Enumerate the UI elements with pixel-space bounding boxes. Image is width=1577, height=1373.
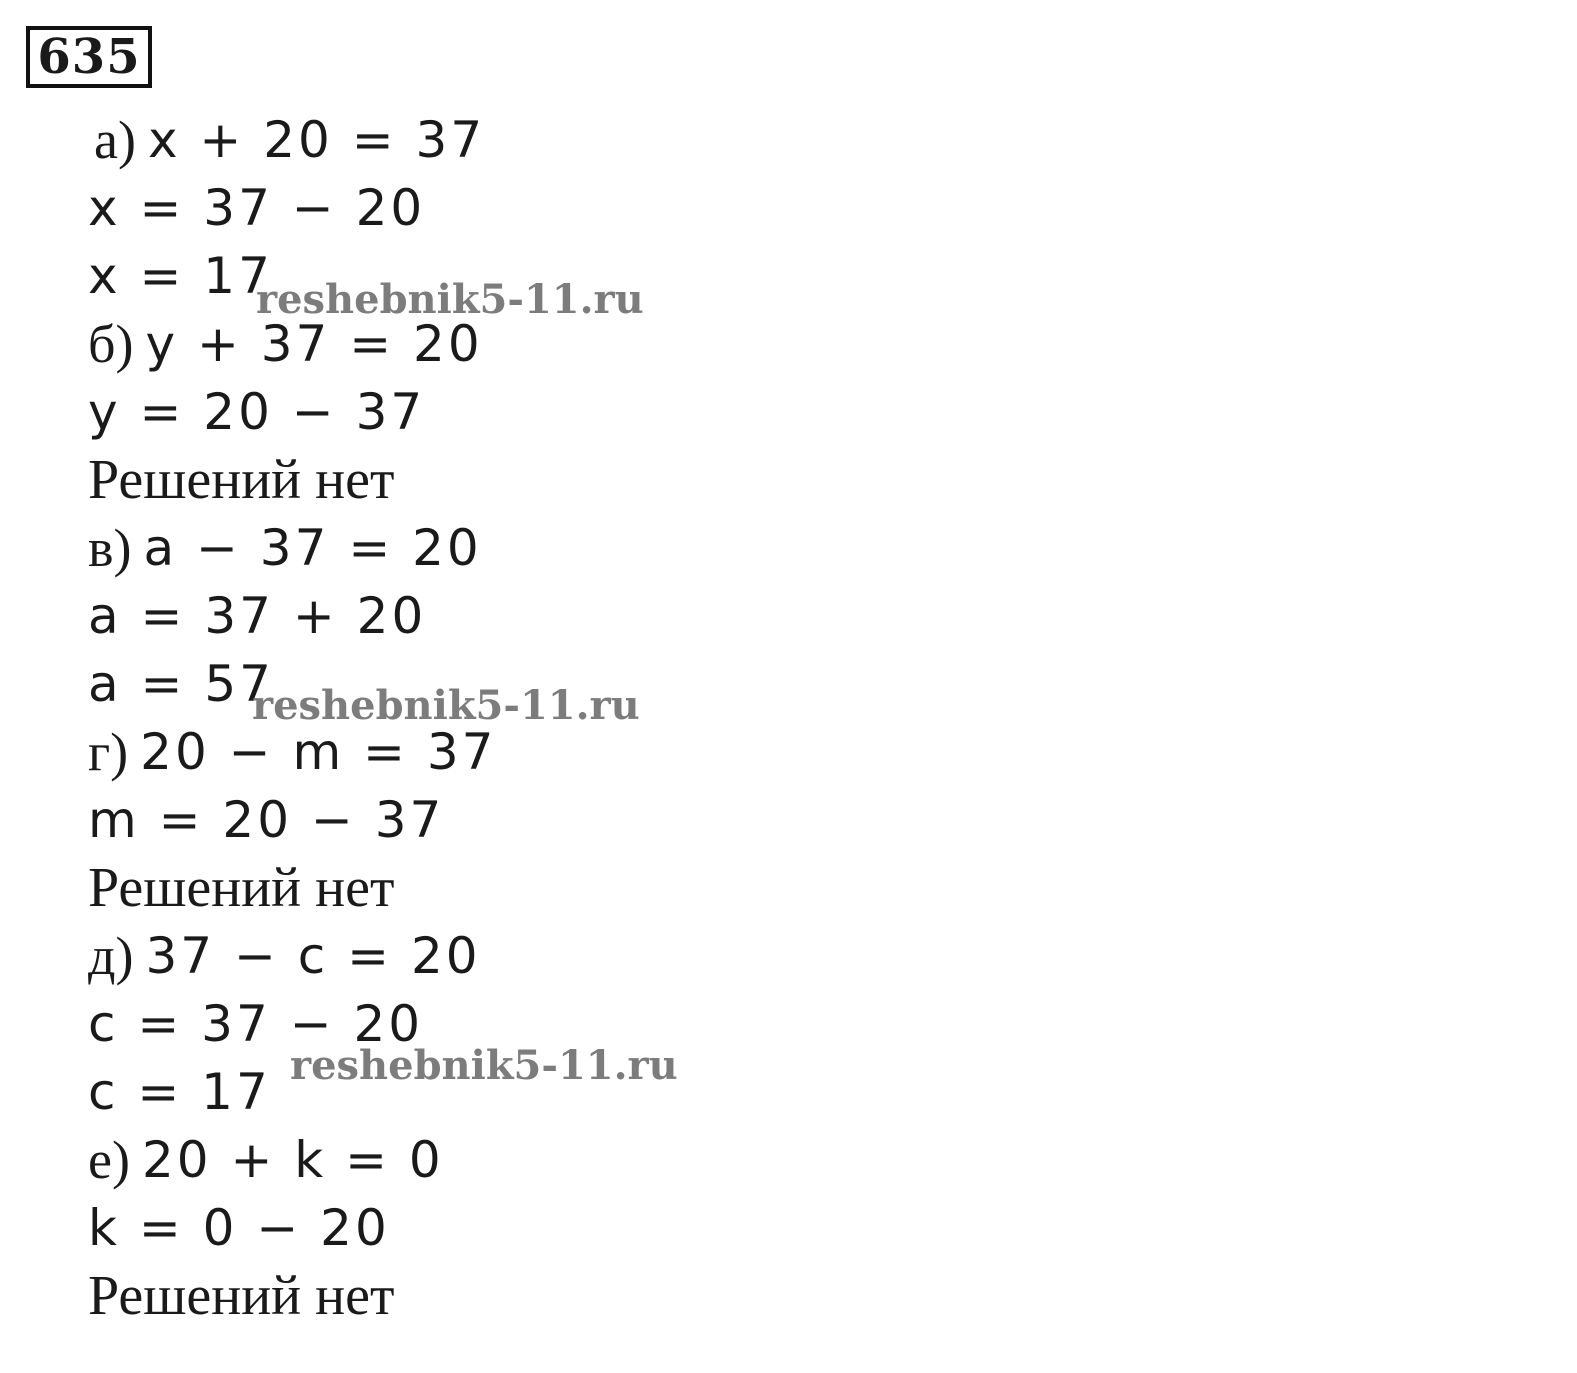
- no-solution-line: [88, 1262, 988, 1330]
- equation-answer: c = 17: [88, 1063, 271, 1121]
- equation-line: [88, 582, 988, 650]
- watermark: reshebnik5-11.ru: [256, 276, 644, 323]
- part-label-d: д): [88, 926, 134, 986]
- part-label-v: в): [88, 518, 132, 578]
- no-solution-text: Решений нет: [88, 1265, 395, 1327]
- equation-line: [88, 174, 988, 242]
- no-solution-line: [88, 854, 988, 922]
- problem-number: 635: [37, 29, 141, 85]
- equation-line: [88, 786, 988, 854]
- equation-step: x = 37 − 20: [88, 179, 426, 237]
- equation-e: 20 + k = 0: [141, 1131, 444, 1189]
- no-solution-text: Решений нет: [88, 449, 395, 511]
- equation-line-e: [88, 1126, 988, 1194]
- equation-line: [88, 1194, 988, 1262]
- equation-step: m = 20 − 37: [88, 791, 445, 849]
- equation-a: x + 20 = 37: [147, 111, 486, 169]
- equation-v: a − 37 = 20: [143, 519, 482, 577]
- equation-line-d: [88, 922, 988, 990]
- equation-line-v: [88, 514, 988, 582]
- equation-step: k = 0 − 20: [88, 1199, 390, 1257]
- part-label-e: е): [88, 1130, 130, 1190]
- equation-d: 37 − c = 20: [145, 927, 481, 985]
- no-solution-line: [88, 446, 988, 514]
- watermark: reshebnik5-11.ru: [252, 682, 640, 729]
- problem-number-box: [26, 26, 152, 88]
- no-solution-text: Решений нет: [88, 857, 395, 919]
- equation-step: a = 37 + 20: [88, 587, 427, 645]
- equation-answer: x = 17: [88, 247, 273, 305]
- part-label-a: а): [94, 110, 136, 170]
- equation-answer: a = 57: [88, 655, 274, 713]
- equation-b: y + 37 = 20: [145, 315, 483, 373]
- part-label-b: б): [88, 314, 134, 374]
- equation-line: [88, 378, 988, 446]
- equation-step: c = 37 − 20: [88, 995, 424, 1053]
- watermark: reshebnik5-11.ru: [290, 1042, 678, 1089]
- equation-step: y = 20 − 37: [88, 383, 426, 441]
- equation-line-a: [88, 106, 988, 174]
- part-label-g: г): [88, 722, 129, 782]
- equation-g: 20 − m = 37: [140, 723, 497, 781]
